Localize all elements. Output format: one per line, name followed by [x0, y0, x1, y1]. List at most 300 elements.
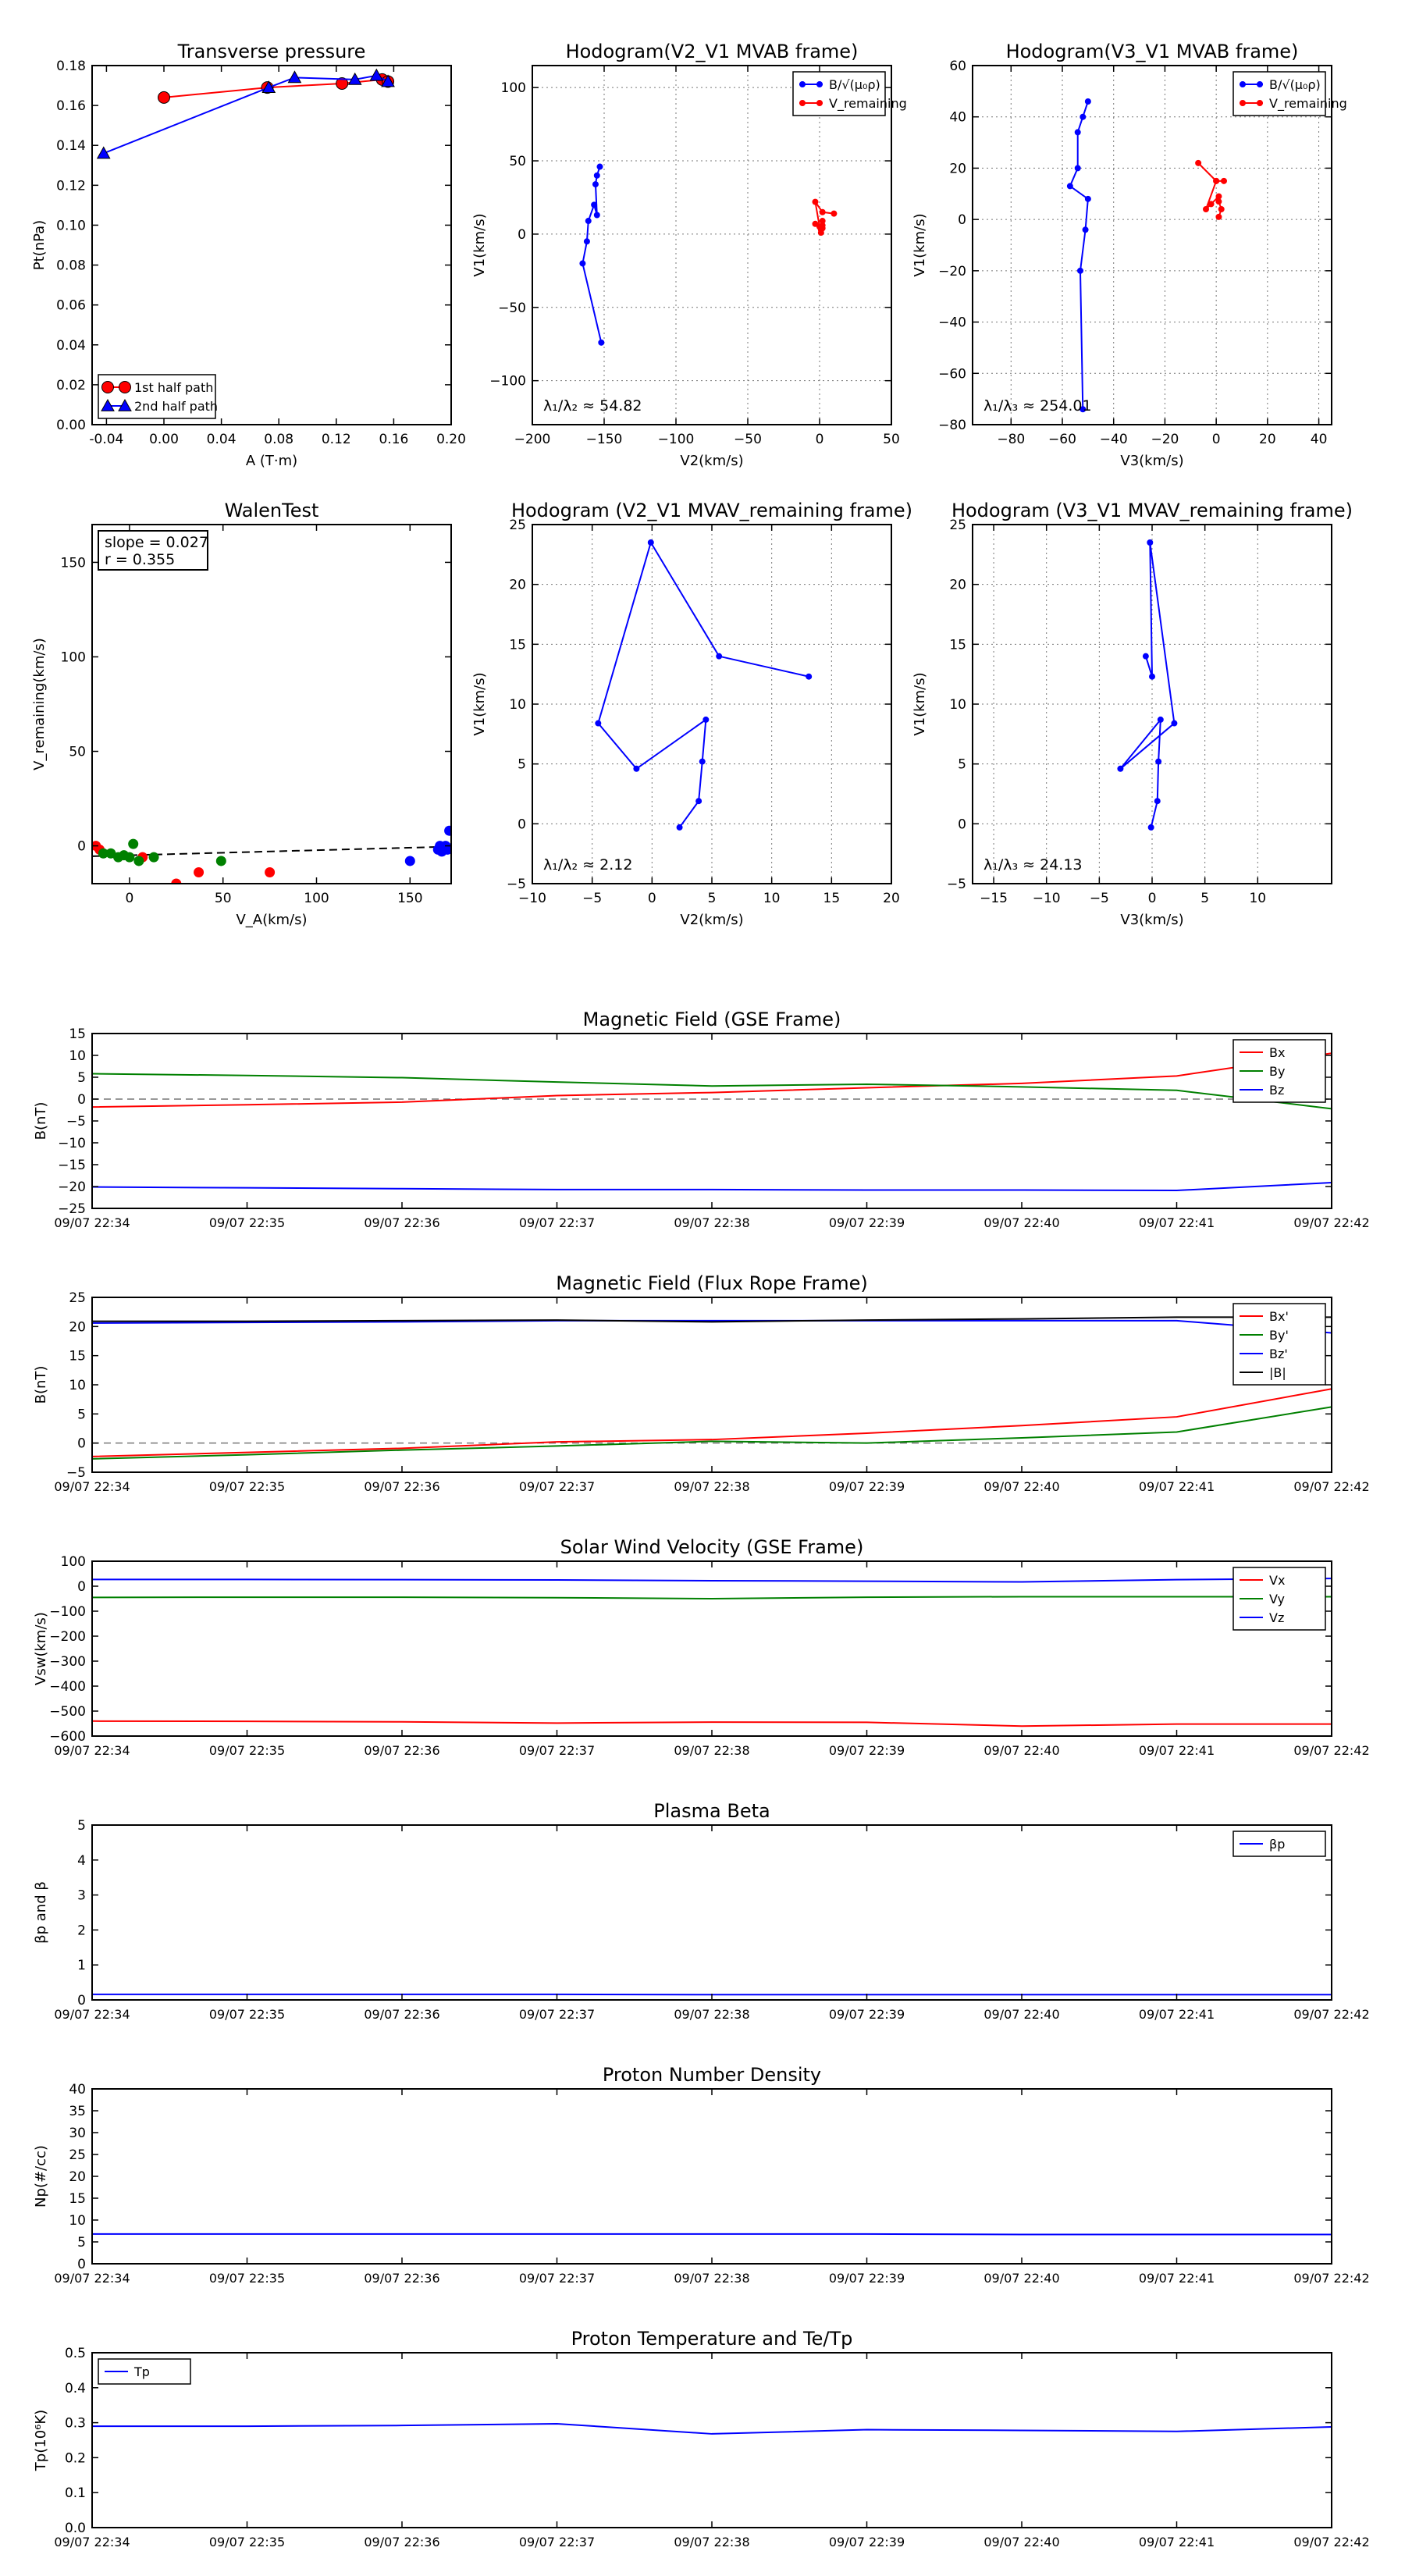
- hodogram_v2_mvab-point-1-7: [813, 199, 818, 205]
- mag_fr-ytick-label-6: 25: [69, 1290, 86, 1306]
- hodogram_v2_mvav-xtick-label-5: 15: [823, 891, 841, 906]
- vsw_gse-frame: [92, 1561, 1332, 1736]
- mag_fr-xtick-label-2: 09/07 22:36: [364, 1479, 440, 1494]
- proton_density-ytick-label-2: 10: [69, 2213, 86, 2229]
- hodogram_v3_mvab-title: Hodogram(V3_V1 MVAB frame): [1005, 41, 1299, 62]
- mag_gse-plot-area: [92, 1053, 1332, 1190]
- mag_gse-ytick-label-3: −10: [58, 1136, 86, 1151]
- mag_fr-xtick-label-5: 09/07 22:39: [828, 1479, 905, 1494]
- walen_test-xlabel: V_A(km/s): [236, 912, 308, 928]
- mag_fr-legend-label-3: |B|: [1269, 1365, 1286, 1380]
- hodogram_v3_mvab-xtick-label-4: 0: [1211, 432, 1221, 447]
- transverse_pressure-ytick-label-5: 0.10: [56, 218, 86, 234]
- vsw_gse-xtick-label-6: 09/07 22:40: [984, 1743, 1060, 1758]
- hodogram_v3_mvav-title: Hodogram (V3_V1 MVAV_remaining frame): [951, 500, 1353, 521]
- proton_temp-series-0-line: [92, 2424, 1332, 2434]
- mag_fr-legend-label-0: Bx': [1269, 1309, 1289, 1324]
- plasma_beta-xtick-label-0: 09/07 22:34: [54, 2007, 130, 2022]
- walen_test-point-0-4: [194, 867, 204, 877]
- transverse_pressure-legend-label-0: 1st half path: [134, 380, 214, 395]
- hodogram_v2_mvab-series-0-line: [582, 167, 601, 343]
- hodogram_v3_mvab-legend-point-0-a: [1240, 82, 1246, 87]
- transverse_pressure-frame: [92, 66, 451, 425]
- proton_density-ytick-label-5: 25: [69, 2147, 86, 2163]
- chart-hodogram_v2_mvab: [471, 41, 907, 469]
- hodogram_v2_mvav-point-0-0: [677, 824, 682, 830]
- hodogram_v3_mvab-xtick-label-3: −20: [1151, 432, 1179, 447]
- chart-hodogram_v3_mvab: [912, 41, 1347, 469]
- mag_gse-xtick-label-7: 09/07 22:41: [1138, 1215, 1215, 1230]
- walen_test-title: WalenTest: [224, 500, 319, 521]
- plasma_beta-xtick-label-5: 09/07 22:39: [828, 2007, 905, 2022]
- hodogram_v2_mvab-xtick-label-5: 50: [883, 432, 900, 447]
- vsw_gse-xtick-label-4: 09/07 22:38: [674, 1743, 750, 1758]
- hodogram_v2_mvav-annotation: λ₁/λ₂ ≈ 2.12: [543, 856, 633, 873]
- hodogram_v2_mvav-ytick-label-1: 0: [518, 817, 526, 833]
- mag_fr-ytick-label-4: 15: [69, 1348, 86, 1364]
- mag_gse-xtick-label-8: 09/07 22:42: [1293, 1215, 1370, 1230]
- proton_density-ytick-label-8: 40: [69, 2082, 86, 2097]
- hodogram_v3_mvab-ylabel: V1(km/s): [912, 213, 928, 277]
- mag_gse-xtick-label-1: 09/07 22:35: [208, 1215, 286, 1230]
- hodogram_v3_mvav-ytick-label-2: 5: [958, 756, 966, 773]
- mag_fr-frame: [92, 1297, 1332, 1472]
- vsw_gse-ytick-label-2: −400: [49, 1679, 86, 1695]
- hodogram_v3_mvab-point-1-7: [1196, 160, 1201, 165]
- hodogram_v2_mvab-point-0-2: [584, 239, 589, 244]
- hodogram_v3_mvab-point-1-5: [1204, 207, 1209, 212]
- hodogram_v2_mvav-ytick-label-0: −5: [506, 877, 526, 892]
- proton_density-xtick-label-6: 09/07 22:40: [984, 2271, 1060, 2286]
- transverse_pressure-xtick-label-5: 0.16: [379, 432, 409, 447]
- hodogram_v3_mvav-xtick-label-4: 5: [1200, 891, 1210, 906]
- hodogram_v2_mvav-point-0-1: [696, 799, 702, 804]
- walen_test-point-1-5: [128, 839, 138, 849]
- hodogram_v3_mvab-point-0-2: [1083, 227, 1088, 233]
- hodogram_v2_mvav-point-0-7: [717, 653, 722, 659]
- walen_test-plot-area: [91, 826, 454, 889]
- transverse_pressure-plot-area: [98, 69, 394, 158]
- mag_fr-legend-label-2: Bz': [1269, 1347, 1288, 1361]
- proton_temp-ytick-label-3: 0.3: [64, 2415, 86, 2432]
- transverse_pressure-ytick-label-8: 0.16: [56, 98, 86, 115]
- hodogram_v3_mvab-point-0-8: [1085, 99, 1090, 105]
- walen_test-xtick-label-0: 0: [125, 891, 134, 906]
- hodogram_v2_mvab-ylabel: V1(km/s): [471, 213, 488, 277]
- chart-transverse_pressure: [31, 41, 466, 469]
- hodogram_v3_mvab-annotation: λ₁/λ₃ ≈ 254.01: [984, 397, 1092, 415]
- hodogram_v3_mvav-point-0-5: [1172, 720, 1177, 726]
- vsw_gse-xtick-label-1: 09/07 22:35: [208, 1743, 286, 1758]
- hodogram_v2_mvab-ytick-label-2: 0: [518, 226, 526, 243]
- hodogram_v3_mvab-xlabel: V3(km/s): [1120, 453, 1184, 469]
- hodogram_v3_mvab-point-0-4: [1067, 183, 1072, 189]
- mag_gse-ytick-label-5: 0: [77, 1092, 86, 1108]
- hodogram_v2_mvav-point-0-4: [634, 766, 639, 771]
- hodogram_v2_mvav-xtick-label-3: 5: [707, 891, 717, 906]
- hodogram_v2_mvab-point-1-8: [820, 209, 825, 215]
- proton_density-title: Proton Number Density: [602, 2064, 822, 2086]
- hodogram_v3_mvav-point-0-2: [1156, 759, 1161, 764]
- hodogram_v2_mvab-point-0-1: [580, 261, 585, 266]
- walen_test-ytick-label-0: 0: [77, 838, 86, 855]
- vsw_gse-ytick-label-3: −300: [49, 1654, 86, 1670]
- transverse_pressure-ytick-label-9: 0.18: [56, 59, 86, 74]
- transverse_pressure-ylabel: Pt(nPa): [31, 219, 48, 271]
- proton_density-xtick-label-4: 09/07 22:38: [674, 2271, 750, 2286]
- mag_gse-ytick-label-6: 5: [77, 1070, 86, 1086]
- hodogram_v2_mvab-legend-label-0: B/√(μ₀ρ): [829, 77, 880, 92]
- mag_fr-xtick-label-1: 09/07 22:35: [208, 1479, 286, 1494]
- hodogram_v2_mvab-ytick-label-0: −100: [489, 373, 526, 390]
- mag_fr-xtick-label-7: 09/07 22:41: [1138, 1479, 1215, 1494]
- hodogram_v3_mvab-point-0-5: [1075, 165, 1080, 171]
- mag_fr-title: Magnetic Field (Flux Rope Frame): [556, 1272, 868, 1294]
- transverse_pressure-legend-label-1: 2nd half path: [134, 399, 219, 414]
- hodogram_v3_mvab-ytick-label-4: 0: [958, 212, 966, 229]
- transverse_pressure-xtick-label-4: 0.12: [321, 432, 351, 447]
- plasma_beta-ylabel: βp and β: [33, 1881, 49, 1944]
- hodogram_v3_mvab-ytick-label-2: −40: [938, 315, 966, 331]
- hodogram_v3_mvab-point-0-7: [1080, 114, 1086, 119]
- proton_density-xtick-label-1: 09/07 22:35: [208, 2271, 286, 2286]
- mag_fr-ytick-label-2: 5: [77, 1407, 86, 1423]
- mag_gse-xtick-label-5: 09/07 22:39: [828, 1215, 905, 1230]
- vsw_gse-xtick-label-2: 09/07 22:36: [364, 1743, 440, 1758]
- vsw_gse-xtick-label-3: 09/07 22:37: [518, 1743, 596, 1758]
- hodogram_v2_mvab-point-0-8: [597, 164, 603, 169]
- proton_temp-xtick-label-0: 09/07 22:34: [54, 2535, 130, 2549]
- hodogram_v3_mvab-point-0-3: [1085, 196, 1090, 201]
- mag_gse-title: Magnetic Field (GSE Frame): [582, 1009, 841, 1030]
- hodogram_v2_mvav-xlabel: V2(km/s): [680, 912, 744, 928]
- hodogram_v2_mvab-xtick-label-2: −100: [657, 432, 695, 447]
- hodogram_v3_mvav-point-0-6: [1147, 540, 1153, 546]
- hodogram_v3_mvav-ytick-label-6: 25: [949, 518, 966, 533]
- hodogram_v3_mvav-ylabel: V1(km/s): [912, 672, 928, 736]
- hodogram_v2_mvav-ytick-label-6: 25: [509, 518, 526, 533]
- mag_fr-ytick-label-5: 20: [69, 1319, 86, 1336]
- walen_test-point-0-5: [265, 867, 275, 877]
- proton_density-xtick-label-0: 09/07 22:34: [54, 2271, 130, 2286]
- hodogram_v2_mvab-point-0-3: [585, 219, 591, 224]
- hodogram_v2_mvav-point-0-6: [648, 540, 653, 546]
- hodogram_v2_mvab-xlabel: V2(km/s): [680, 453, 744, 469]
- transverse_pressure-xtick-label-6: 0.20: [436, 432, 466, 447]
- hodogram_v3_mvav-xlabel: V3(km/s): [1120, 912, 1184, 928]
- vsw_gse-legend-label-2: Vz: [1269, 1610, 1285, 1625]
- plasma_beta-ytick-label-1: 1: [77, 1958, 86, 1974]
- mag_gse-series-1-line: [92, 1074, 1332, 1109]
- walen_test-xtick-label-3: 150: [397, 891, 423, 906]
- proton_density-plot-area: [92, 2234, 1332, 2235]
- hodogram_v3_mvab-legend-label-0: B/√(μ₀ρ): [1269, 77, 1321, 92]
- plasma_beta-ytick-label-4: 4: [77, 1852, 86, 1869]
- chart-mag_fr: [33, 1272, 1370, 1494]
- vsw_gse-series-1-line: [92, 1596, 1332, 1599]
- hodogram_v2_mvav-xtick-label-0: −10: [518, 891, 546, 906]
- transverse_pressure-xtick-label-1: 0.00: [149, 432, 179, 447]
- chart-mag_gse: [33, 1009, 1370, 1230]
- proton_temp-xtick-label-4: 09/07 22:38: [674, 2535, 750, 2549]
- mag_fr-ytick-label-0: −5: [66, 1465, 86, 1481]
- hodogram_v3_mvav-xtick-label-5: 10: [1249, 891, 1267, 906]
- proton_temp-ytick-label-4: 0.4: [64, 2380, 86, 2396]
- hodogram_v3_mvab-ytick-label-3: −20: [938, 263, 966, 279]
- hodogram_v2_mvab-ytick-label-4: 100: [500, 80, 526, 97]
- plasma_beta-ytick-label-2: 2: [77, 1923, 86, 1939]
- hodogram_v2_mvab-point-1-9: [831, 211, 837, 216]
- hodogram_v3_mvab-legend-point-0-b: [1257, 82, 1263, 87]
- hodogram_v3_mvav-point-0-0: [1148, 824, 1154, 830]
- walen_test-xtick-label-1: 50: [214, 891, 232, 906]
- hodogram_v3_mvab-legend-point-1-a: [1240, 101, 1246, 106]
- transverse_pressure-ytick-label-3: 0.06: [56, 297, 86, 314]
- mag_fr-xtick-label-8: 09/07 22:42: [1293, 1479, 1370, 1494]
- hodogram_v3_mvab-ytick-label-7: 60: [949, 59, 966, 74]
- hodogram_v3_mvab-ytick-label-0: −80: [938, 418, 966, 433]
- mag_gse-legend-label-1: By: [1269, 1064, 1286, 1079]
- mag_gse-legend-label-2: Bz: [1269, 1083, 1285, 1098]
- vsw_gse-ytick-label-0: −600: [49, 1729, 86, 1745]
- proton_density-ytick-label-4: 20: [69, 2169, 86, 2185]
- proton_density-xtick-label-7: 09/07 22:41: [1138, 2271, 1215, 2286]
- chart-hodogram_v2_mvav: [471, 500, 912, 928]
- hodogram_v3_mvav-point-0-1: [1154, 799, 1160, 804]
- transverse_pressure-xtick-label-0: -0.04: [89, 432, 124, 447]
- hodogram_v2_mvab-plot-area: [580, 164, 837, 345]
- proton_density-xtick-label-2: 09/07 22:36: [364, 2271, 440, 2286]
- hodogram_v3_mvav-series-0-line: [1120, 543, 1174, 827]
- hodogram_v2_mvav-point-0-5: [596, 720, 601, 726]
- hodogram_v3_mvab-xtick-label-1: −60: [1048, 432, 1076, 447]
- vsw_gse-series-2-line: [92, 1578, 1332, 1582]
- mag_gse-frame: [92, 1034, 1332, 1208]
- hodogram_v3_mvab-legend-label-1: V_remaining: [1269, 96, 1347, 111]
- mag_fr-ylabel: B(nT): [33, 1365, 49, 1404]
- hodogram_v2_mvav-ytick-label-2: 5: [518, 756, 526, 773]
- plasma_beta-xtick-label-6: 09/07 22:40: [984, 2007, 1060, 2022]
- transverse_pressure-title: Transverse pressure: [177, 41, 366, 62]
- hodogram_v3_mvab-point-0-6: [1075, 130, 1080, 135]
- chart-walen_test: [31, 500, 454, 928]
- hodogram_v2_mvav-xtick-label-1: −5: [582, 891, 603, 906]
- vsw_gse-xtick-label-5: 09/07 22:39: [828, 1743, 905, 1758]
- hodogram_v3_mvab-ytick-label-5: 20: [949, 161, 966, 177]
- plasma_beta-ytick-label-5: 5: [77, 1818, 86, 1834]
- mag_fr-ytick-label-3: 10: [69, 1378, 86, 1393]
- hodogram_v3_mvab-point-1-3: [1216, 194, 1222, 199]
- hodogram_v2_mvav-ytick-label-3: 10: [509, 697, 526, 713]
- proton_density-xtick-label-3: 09/07 22:37: [518, 2271, 596, 2286]
- hodogram_v3_mvav-ytick-label-0: −5: [946, 877, 966, 892]
- proton_temp-ytick-label-0: 0.0: [64, 2521, 86, 2536]
- plasma_beta-ytick-label-3: 3: [77, 1888, 86, 1904]
- mag_gse-xtick-label-4: 09/07 22:38: [674, 1215, 750, 1230]
- mag_fr-legend-label-1: By': [1269, 1328, 1289, 1343]
- hodogram_v2_mvab-point-0-0: [599, 340, 604, 345]
- hodogram_v2_mvab-legend-point-0-b: [817, 82, 823, 87]
- proton_density-series-0-line: [92, 2234, 1332, 2235]
- mag_gse-series-2-line: [92, 1183, 1332, 1190]
- chart-proton_temp: [33, 2328, 1370, 2549]
- hodogram_v2_mvab-point-1-6: [817, 224, 823, 229]
- hodogram_v2_mvab-xtick-label-1: −150: [585, 432, 623, 447]
- hodogram_v3_mvav-ytick-label-1: 0: [958, 817, 966, 833]
- mag_gse-ytick-label-1: −20: [58, 1179, 86, 1195]
- proton_temp-frame: [92, 2353, 1332, 2528]
- mag_gse-series-0-line: [92, 1053, 1332, 1107]
- hodogram_v3_mvav-ytick-label-3: 10: [949, 697, 966, 713]
- proton_density-xtick-label-8: 09/07 22:42: [1293, 2271, 1370, 2286]
- chart-plasma_beta: [33, 1800, 1370, 2022]
- hodogram_v3_mvav-plot-area: [1118, 540, 1177, 831]
- mag_gse-xtick-label-3: 09/07 22:37: [518, 1215, 596, 1230]
- transverse_pressure-xtick-label-3: 0.08: [264, 432, 294, 447]
- hodogram_v2_mvav-title: Hodogram (V2_V1 MVAV_remaining frame): [510, 500, 913, 521]
- vsw_gse-xtick-label-0: 09/07 22:34: [54, 1743, 130, 1758]
- hodogram_v3_mvab-ytick-label-6: 40: [949, 109, 966, 126]
- hodogram_v2_mvab-title: Hodogram(V2_V1 MVAB frame): [565, 41, 859, 62]
- plasma_beta-legend-label-0: βp: [1269, 1837, 1286, 1852]
- plasma_beta-xtick-label-4: 09/07 22:38: [674, 2007, 750, 2022]
- hodogram_v3_mvab-xtick-label-6: 40: [1310, 432, 1328, 447]
- proton_density-ytick-label-1: 5: [77, 2235, 86, 2250]
- hodogram_v2_mvab-annotation: λ₁/λ₂ ≈ 54.82: [543, 397, 642, 415]
- hodogram_v3_mvab-frame: [973, 66, 1332, 425]
- vsw_gse-ytick-label-4: −200: [49, 1629, 86, 1645]
- proton_temp-ylabel: Tp(10⁶K): [33, 2409, 49, 2471]
- proton_density-ytick-label-0: 0: [77, 2257, 86, 2272]
- vsw_gse-ytick-label-6: 0: [77, 1579, 86, 1595]
- mag_fr-ytick-label-1: 0: [77, 1436, 86, 1452]
- transverse_pressure-xlabel: A (T·m): [245, 453, 298, 469]
- hodogram_v3_mvab-point-1-9: [1222, 178, 1227, 183]
- hodogram_v3_mvav-xtick-label-1: −10: [1032, 891, 1061, 906]
- transverse_pressure-point-1-5: [98, 147, 110, 158]
- hodogram_v3_mvav-annotation: λ₁/λ₃ ≈ 24.13: [984, 856, 1083, 873]
- hodogram_v2_mvav-point-0-3: [703, 717, 709, 722]
- walen_test-point-1-6: [133, 856, 144, 866]
- hodogram_v2_mvab-ytick-label-1: −50: [498, 300, 526, 316]
- hodogram_v2_mvab-point-1-5: [820, 219, 825, 224]
- walen_test-ytick-label-3: 150: [60, 555, 86, 571]
- plasma_beta-ytick-label-0: 0: [77, 1993, 86, 2008]
- proton_temp-xtick-label-5: 09/07 22:39: [828, 2535, 905, 2549]
- chart-hodogram_v3_mvav: [912, 500, 1353, 928]
- transverse_pressure-ytick-label-1: 0.02: [56, 377, 86, 393]
- hodogram_v3_mvav-xtick-label-3: 0: [1147, 891, 1157, 906]
- vsw_gse-legend-label-1: Vy: [1269, 1592, 1285, 1606]
- hodogram_v2_mvav-xtick-label-4: 10: [763, 891, 781, 906]
- hodogram_v2_mvav-point-0-8: [806, 674, 812, 679]
- walen_test-point-1-7: [149, 852, 159, 863]
- mag_gse-xtick-label-2: 09/07 22:36: [364, 1215, 440, 1230]
- plasma_beta-xtick-label-1: 09/07 22:35: [208, 2007, 286, 2022]
- hodogram_v2_mvav-xtick-label-6: 20: [883, 891, 900, 906]
- hodogram_v3_mvav-point-0-4: [1118, 766, 1123, 771]
- hodogram_v2_mvav-ytick-label-5: 20: [509, 577, 526, 593]
- proton_density-ytick-label-3: 15: [69, 2191, 86, 2207]
- hodogram_v2_mvav-point-0-2: [699, 759, 705, 764]
- proton_temp-xtick-label-8: 09/07 22:42: [1293, 2535, 1370, 2549]
- plasma_beta-title: Plasma Beta: [653, 1800, 770, 1822]
- hodogram_v3_mvab-point-1-4: [1208, 201, 1214, 207]
- transverse_pressure-legend-point-0-a: [102, 382, 114, 393]
- mag_gse-ytick-label-4: −5: [66, 1114, 86, 1130]
- hodogram_v3_mvav-point-0-3: [1158, 717, 1163, 722]
- hodogram_v2_mvab-point-0-7: [594, 173, 599, 178]
- transverse_pressure-ytick-label-7: 0.14: [56, 138, 86, 155]
- walen_test-point-1-8: [216, 856, 226, 866]
- transverse_pressure-point-0-0: [158, 91, 170, 103]
- mag_gse-ytick-label-7: 10: [69, 1048, 86, 1064]
- hodogram_v3_mvab-series-0-line: [1070, 101, 1088, 409]
- proton_temp-legend-label-0: Tp: [134, 2364, 150, 2379]
- transverse_pressure-xtick-label-2: 0.04: [206, 432, 237, 447]
- walen_test-annotation-1: r = 0.355: [105, 551, 176, 568]
- plasma_beta-xtick-label-3: 09/07 22:37: [518, 2007, 596, 2022]
- hodogram_v3_mvab-point-1-1: [1218, 207, 1224, 212]
- proton_temp-ytick-label-2: 0.2: [64, 2450, 86, 2467]
- hodogram_v3_mvab-plot-area: [1067, 99, 1226, 412]
- mag_gse-xtick-label-6: 09/07 22:40: [984, 1215, 1060, 1230]
- mag_fr-xtick-label-6: 09/07 22:40: [984, 1479, 1060, 1494]
- vsw_gse-xtick-label-7: 09/07 22:41: [1138, 1743, 1215, 1758]
- hodogram_v2_mvab-point-0-5: [594, 212, 599, 218]
- hodogram_v2_mvab-legend-point-0-a: [800, 82, 806, 87]
- walen_test-point-2-0: [405, 856, 415, 866]
- hodogram_v3_mvab-point-1-0: [1216, 214, 1222, 219]
- transverse_pressure-ytick-label-4: 0.08: [56, 258, 86, 274]
- transverse_pressure-legend-point-0-b: [119, 382, 131, 393]
- hodogram_v2_mvab-xtick-label-3: −50: [734, 432, 762, 447]
- walen_test-point-2-7: [444, 826, 454, 836]
- hodogram_v3_mvab-point-1-2: [1216, 199, 1222, 205]
- vsw_gse-legend-label-0: Vx: [1269, 1573, 1286, 1588]
- hodogram_v2_mvav-series-0-line: [598, 543, 809, 827]
- mag_fr-series-0-line: [92, 1389, 1332, 1457]
- mag_fr-xtick-label-3: 09/07 22:37: [518, 1479, 596, 1494]
- hodogram_v3_mvav-xtick-label-0: −15: [980, 891, 1008, 906]
- proton_density-ytick-label-6: 30: [69, 2126, 86, 2141]
- hodogram_v3_mvav-xtick-label-2: −5: [1089, 891, 1109, 906]
- proton_temp-title: Proton Temperature and Te/Tp: [571, 2328, 853, 2350]
- mag_gse-ytick-label-2: −15: [58, 1158, 86, 1173]
- vsw_gse-ytick-label-1: −500: [49, 1704, 86, 1720]
- vsw_gse-xtick-label-8: 09/07 22:42: [1293, 1743, 1370, 1758]
- hodogram_v3_mvav-ytick-label-4: 15: [949, 637, 966, 653]
- hodogram_v3_mvab-xtick-label-0: −80: [997, 432, 1026, 447]
- mag_gse-ylabel: B(nT): [33, 1101, 49, 1140]
- walen_test-frame: [92, 525, 451, 884]
- walen_test-annotation-0: slope = 0.027: [105, 534, 208, 551]
- hodogram_v3_mvab-legend-point-1-b: [1257, 101, 1263, 106]
- hodogram_v2_mvab-ytick-label-3: 50: [509, 154, 526, 170]
- transverse_pressure-ytick-label-6: 0.12: [56, 178, 86, 194]
- hodogram_v3_mvab-xtick-label-5: 20: [1259, 432, 1276, 447]
- mag_fr-xtick-label-0: 09/07 22:34: [54, 1479, 130, 1494]
- chart-vsw_gse: [33, 1536, 1370, 1758]
- proton_temp-ytick-label-1: 0.1: [64, 2485, 86, 2502]
- plasma_beta-xtick-label-7: 09/07 22:41: [1138, 2007, 1215, 2022]
- hodogram_v2_mvab-xtick-label-4: 0: [815, 432, 824, 447]
- plasma_beta-xtick-label-2: 09/07 22:36: [364, 2007, 440, 2022]
- hodogram_v3_mvab-ytick-label-1: −60: [938, 366, 966, 382]
- hodogram_v2_mvav-plot-area: [596, 540, 812, 831]
- vsw_gse-plot-area: [92, 1578, 1332, 1726]
- hodogram_v2_mvab-point-0-6: [592, 182, 598, 187]
